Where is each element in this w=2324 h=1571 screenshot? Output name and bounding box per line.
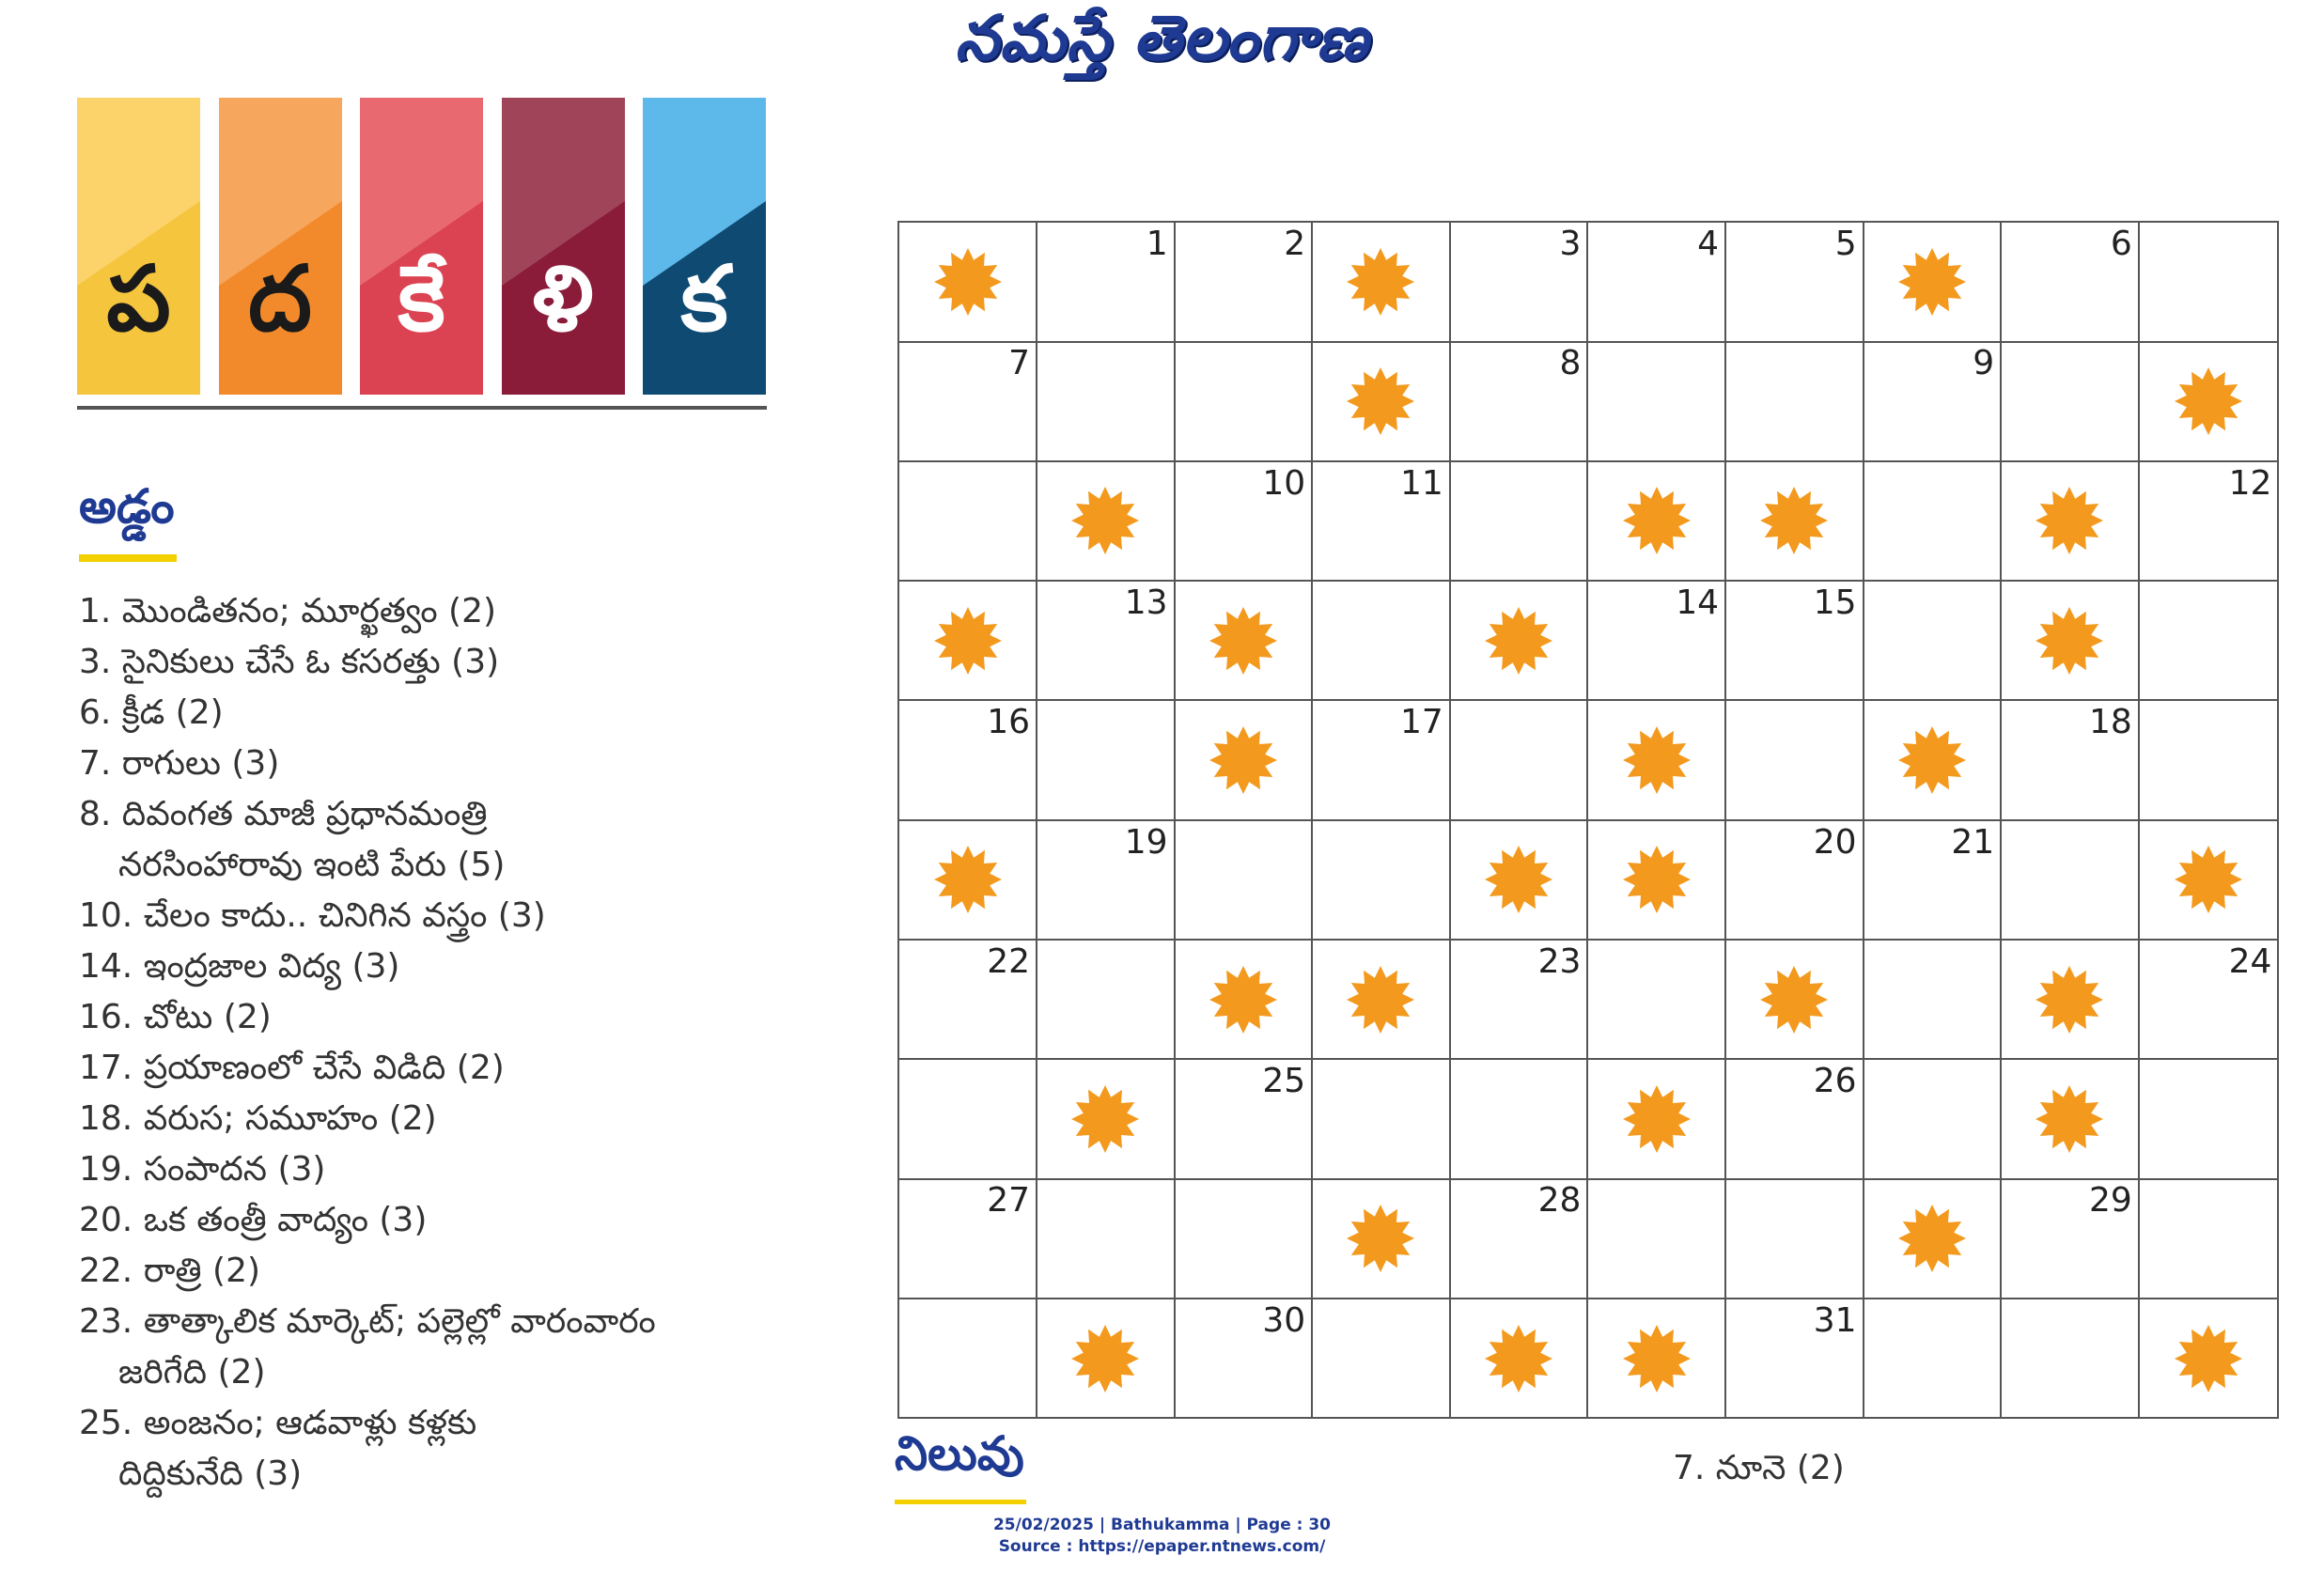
banner-letter: ప [106, 246, 171, 351]
grid-cell[interactable] [2139, 701, 2277, 821]
grid-cell-blocked [1864, 223, 2002, 343]
grid-cell[interactable] [1864, 1299, 2002, 1420]
grid-cell[interactable] [899, 1299, 1037, 1420]
grid-cell-blocked [1037, 1060, 1176, 1180]
grid-cell[interactable] [899, 1179, 1037, 1299]
cell-clue-number: 9 [1973, 344, 1995, 383]
masthead-logo: నమస్తే తెలంగాణ [955, 2, 1369, 74]
grid-cell-blocked [1450, 1299, 1588, 1420]
grid-cell[interactable] [899, 462, 1037, 583]
grid-cell[interactable] [1588, 1179, 1726, 1299]
star-icon [2034, 1083, 2105, 1155]
footer-date-line: 25/02/2025 | Bathukamma | Page : 30 [992, 1516, 1332, 1534]
grid-cell[interactable] [1726, 701, 1864, 821]
grid-cell[interactable] [1450, 462, 1588, 583]
grid-cell-blocked [2139, 342, 2277, 462]
cell-clue-number: 12 [2228, 463, 2272, 503]
cell-clue-number: 6 [2110, 225, 2132, 263]
grid-cell[interactable] [1313, 701, 1451, 821]
grid-cell-blocked [899, 582, 1037, 702]
crossword-grid [897, 221, 2279, 1419]
down-heading-underline [895, 1500, 1026, 1504]
cell-clue-number: 14 [1676, 583, 1719, 622]
grid-cell[interactable] [1313, 1060, 1451, 1180]
star-icon [1621, 485, 1692, 556]
star-icon [2034, 964, 2105, 1035]
star-icon [1896, 246, 1968, 318]
cell-clue-number: 23 [1537, 941, 1582, 981]
down-clue: 7. నూనె (2) [1673, 1449, 1845, 1487]
grid-cell-blocked [2002, 941, 2140, 1061]
grid-cell[interactable] [1864, 1060, 2002, 1180]
grid-cell-blocked [1313, 1179, 1451, 1299]
grid-cell[interactable] [1864, 462, 2002, 583]
star-icon [1069, 1323, 1141, 1394]
cell-clue-number: 1 [1146, 225, 1168, 263]
banner-divider [77, 406, 767, 410]
grid-cell-blocked [1864, 1179, 2002, 1299]
banner-letter: కే [398, 246, 445, 351]
grid-cell[interactable] [1726, 582, 1864, 702]
grid-cell-blocked [1175, 701, 1313, 821]
star-icon [1896, 724, 1968, 796]
across-clue: నరసింహారావు ఇంటి పేరు (5) [118, 846, 506, 884]
grid-cell[interactable] [1313, 582, 1451, 702]
grid-cell[interactable] [2002, 1179, 2140, 1299]
grid-cell[interactable] [2002, 821, 2140, 941]
down-heading: నిలువు [895, 1426, 1024, 1481]
across-clue: 18. వరుస; సమూహం (2) [79, 1099, 437, 1138]
grid-cell-blocked [2139, 821, 2277, 941]
star-icon [1208, 724, 1279, 796]
grid-cell[interactable] [2002, 1299, 2140, 1420]
grid-cell[interactable] [1175, 342, 1313, 462]
grid-cell[interactable] [1450, 701, 1588, 821]
grid-cell[interactable] [899, 941, 1037, 1061]
cell-clue-number: 3 [1559, 225, 1582, 263]
grid-cell-blocked [1175, 582, 1313, 702]
grid-cell[interactable] [1588, 941, 1726, 1061]
grid-cell-blocked [2002, 582, 2140, 702]
grid-cell[interactable] [899, 1060, 1037, 1180]
cell-clue-number: 7 [1008, 344, 1030, 383]
cell-clue-number: 28 [1537, 1181, 1582, 1221]
grid-cell[interactable] [1726, 821, 1864, 941]
star-icon [1069, 485, 1141, 556]
star-icon [1758, 485, 1830, 556]
across-clue: 20. ఒక తంత్రీ వాద్యం (3) [79, 1201, 428, 1239]
grid-cell[interactable] [1726, 342, 1864, 462]
cell-clue-number: 25 [1262, 1062, 1306, 1101]
footer-source-line: Source : https://epaper.ntnews.com/ [998, 1537, 1326, 1556]
grid-cell[interactable] [1175, 1299, 1313, 1420]
across-clue: 8. దివంగత మాజీ ప్రధానమంత్రి [79, 795, 488, 833]
grid-cell[interactable] [2139, 582, 2277, 702]
cell-clue-number: 29 [2088, 1181, 2132, 1221]
grid-cell[interactable] [899, 701, 1037, 821]
grid-cell[interactable] [1726, 1299, 1864, 1420]
across-clue: 16. చోటు (2) [79, 998, 272, 1036]
across-clue: 14. ఇంద్రజాల విద్య (3) [79, 947, 400, 986]
down-clue-list [1673, 1443, 1845, 1494]
grid-cell[interactable] [1037, 223, 1176, 343]
cell-clue-number: 17 [1399, 703, 1443, 742]
cell-clue-number: 24 [2228, 941, 2272, 981]
grid-cell-blocked [1450, 821, 1588, 941]
grid-cell[interactable] [2139, 223, 2277, 343]
grid-cell[interactable] [1864, 941, 2002, 1061]
grid-cell-blocked [1588, 1299, 1726, 1420]
star-icon [1208, 964, 1279, 1035]
grid-cell[interactable] [1037, 342, 1176, 462]
grid-cell[interactable] [1864, 342, 2002, 462]
banner-letter-tile [360, 98, 483, 395]
grid-cell[interactable] [2002, 701, 2140, 821]
star-icon [932, 246, 1004, 318]
cell-clue-number: 15 [1813, 583, 1857, 622]
grid-cell[interactable] [1450, 1179, 1588, 1299]
grid-cell[interactable] [1588, 342, 1726, 462]
grid-cell[interactable] [2139, 941, 2277, 1061]
cell-clue-number: 22 [987, 941, 1030, 981]
grid-cell[interactable] [1864, 582, 2002, 702]
star-icon [1069, 1083, 1141, 1155]
across-clue: 3. సైనికులు చేసే ఓ కసరత్తు (3) [79, 643, 500, 681]
grid-cell-blocked [2002, 1060, 2140, 1180]
grid-cell[interactable] [1037, 582, 1176, 702]
grid-cell[interactable] [1313, 821, 1451, 941]
cell-clue-number: 13 [1124, 583, 1168, 622]
grid-cell-blocked [1313, 342, 1451, 462]
grid-cell[interactable] [1175, 223, 1313, 343]
star-icon [932, 844, 1004, 915]
star-icon [1483, 1323, 1554, 1394]
grid-cell[interactable] [1175, 821, 1313, 941]
across-clue: దిద్దికునేది (3) [118, 1454, 303, 1493]
grid-cell[interactable] [2139, 462, 2277, 583]
cell-clue-number: 30 [1262, 1300, 1306, 1340]
cell-clue-number: 27 [987, 1181, 1030, 1221]
banner-letter-tile [502, 98, 625, 395]
grid-cell[interactable] [2002, 223, 2140, 343]
banner-letter-tile [77, 98, 200, 395]
star-icon [1345, 964, 1416, 1035]
grid-cell[interactable] [2002, 342, 2140, 462]
grid-cell[interactable] [1037, 1179, 1176, 1299]
cell-clue-number: 19 [1124, 822, 1168, 862]
star-icon [1621, 844, 1692, 915]
across-clue: 1. మొండితనం; మూర్ఖత్వం (2) [79, 592, 497, 630]
grid-cell[interactable] [1450, 941, 1588, 1061]
grid-cell-blocked [1313, 223, 1451, 343]
grid-cell-blocked [1588, 462, 1726, 583]
star-icon [1483, 605, 1554, 677]
across-clue: 7. రాగులు (3) [79, 744, 280, 783]
across-clue: 23. తాత్కాలిక మార్కెట్; పల్లెల్లో వారంవారం [79, 1302, 656, 1341]
star-icon [1208, 605, 1279, 677]
grid-cell[interactable] [899, 342, 1037, 462]
grid-cell-blocked [1588, 1060, 1726, 1180]
grid-cell[interactable] [1726, 1179, 1864, 1299]
grid-cell-blocked [1726, 462, 1864, 583]
star-icon [1345, 246, 1416, 318]
grid-cell[interactable] [2139, 1060, 2277, 1180]
across-clue: 6. క్రీడ (2) [79, 693, 224, 732]
cell-clue-number: 11 [1399, 463, 1443, 503]
cell-clue-number: 8 [1559, 344, 1582, 383]
grid-cell[interactable] [1175, 462, 1313, 583]
grid-cell[interactable] [1588, 582, 1726, 702]
cell-clue-number: 16 [987, 703, 1030, 742]
cell-clue-number: 18 [2088, 703, 2132, 742]
star-icon [2173, 1323, 2244, 1394]
grid-cell-blocked [1588, 821, 1726, 941]
grid-cell-blocked [1313, 941, 1451, 1061]
grid-cell[interactable] [1313, 1299, 1451, 1420]
cell-clue-number: 4 [1697, 225, 1719, 263]
star-icon [2173, 366, 2244, 437]
banner-letter-tile [219, 98, 342, 395]
cell-clue-number: 21 [1951, 822, 1995, 862]
across-heading-underline [79, 554, 177, 562]
grid-cell[interactable] [1175, 1179, 1313, 1299]
across-clue: 22. రాత్రి (2) [79, 1252, 261, 1290]
grid-cell[interactable] [2139, 1179, 2277, 1299]
star-icon [2173, 844, 2244, 915]
grid-cell[interactable] [1726, 1060, 1864, 1180]
grid-cell[interactable] [1588, 223, 1726, 343]
across-clue: 25. అంజనం; ఆడవాళ్లు కళ్లకు [79, 1404, 477, 1442]
grid-cell[interactable] [1175, 1060, 1313, 1180]
grid-cell[interactable] [1450, 1060, 1588, 1180]
star-icon [1758, 964, 1830, 1035]
cell-clue-number: 2 [1284, 225, 1306, 263]
star-icon [1483, 844, 1554, 915]
cell-clue-number: 31 [1813, 1300, 1857, 1340]
grid-cell-blocked [1726, 941, 1864, 1061]
across-clue: 10. చేలం కాదు.. చినిగిన వస్త్రం (3) [79, 896, 546, 935]
cell-clue-number: 20 [1813, 822, 1857, 862]
grid-cell-blocked [1864, 701, 2002, 821]
grid-cell-blocked [1175, 941, 1313, 1061]
across-clue: జరిగేది (2) [118, 1353, 266, 1392]
grid-cell[interactable] [1037, 941, 1176, 1061]
grid-cell[interactable] [1726, 223, 1864, 343]
grid-cell-blocked [2002, 462, 2140, 583]
grid-cell[interactable] [1037, 821, 1176, 941]
star-icon [932, 605, 1004, 677]
star-icon [1621, 1083, 1692, 1155]
star-icon [2034, 605, 2105, 677]
cell-clue-number: 26 [1813, 1062, 1857, 1101]
star-icon [1345, 366, 1416, 437]
star-icon [1621, 1323, 1692, 1394]
grid-cell[interactable] [1450, 223, 1588, 343]
banner-letter-tile [643, 98, 766, 395]
banner-letter: ళి [532, 246, 594, 351]
cell-clue-number: 5 [1834, 225, 1857, 263]
grid-cell[interactable] [1864, 821, 2002, 941]
grid-cell-blocked [1037, 1299, 1176, 1420]
star-icon [1896, 1203, 1968, 1274]
cell-clue-number: 10 [1262, 463, 1306, 503]
across-heading: అడ్డం [79, 479, 175, 534]
grid-cell-blocked [1037, 462, 1176, 583]
star-icon [1621, 724, 1692, 796]
star-icon [1345, 1203, 1416, 1274]
across-clue-list [79, 586, 737, 1500]
grid-cell[interactable] [1037, 701, 1176, 821]
grid-cell[interactable] [1313, 462, 1451, 583]
banner-letter: క [680, 246, 728, 351]
title-banner [77, 98, 767, 395]
grid-cell-blocked [1450, 582, 1588, 702]
banner-letter: ద [248, 246, 312, 351]
grid-cell-blocked [899, 821, 1037, 941]
grid-cell-blocked [1588, 701, 1726, 821]
grid-cell-blocked [899, 223, 1037, 343]
across-clue: 17. ప్రయాణంలో చేసే విడిది (2) [79, 1049, 505, 1087]
star-icon [2034, 485, 2105, 556]
grid-cell[interactable] [1450, 342, 1588, 462]
grid-cell-blocked [2139, 1299, 2277, 1420]
across-clue: 19. సంపాదన (3) [79, 1150, 326, 1189]
